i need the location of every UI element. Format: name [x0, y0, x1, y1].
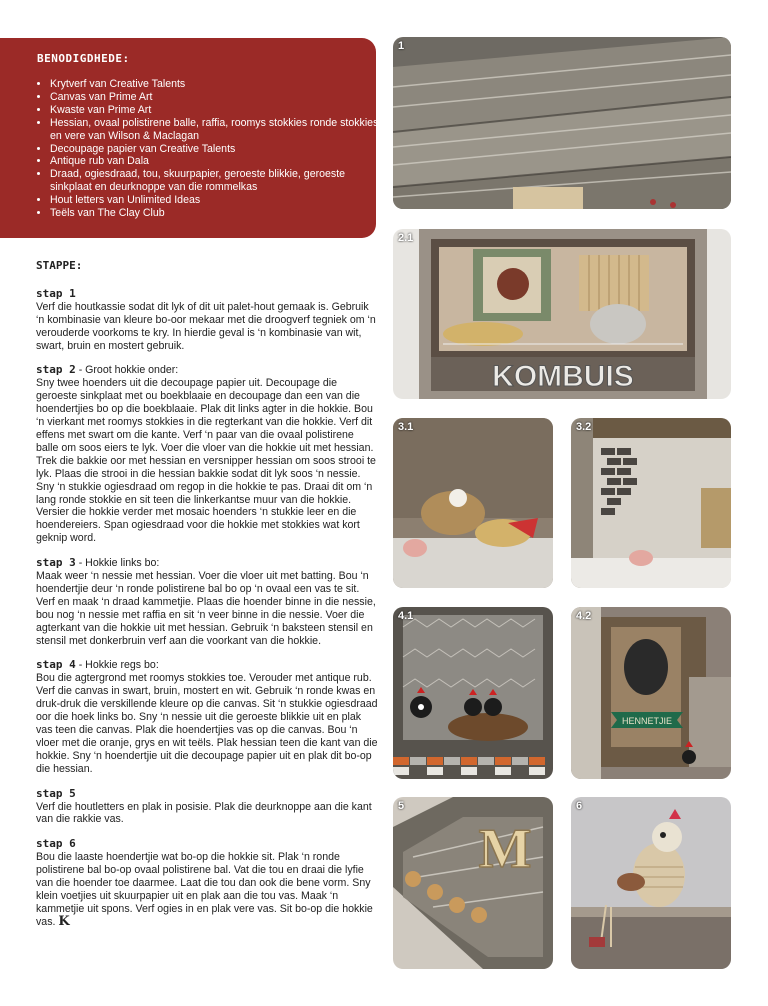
- photo-label: 2.1: [398, 232, 414, 244]
- step-subtitle: - Hokkie links bo:: [75, 557, 160, 570]
- photo-4-2-image: [571, 607, 731, 779]
- photo-label: 3.1: [398, 421, 414, 433]
- photo-label: 4.2: [576, 610, 592, 622]
- materials-box: [0, 38, 379, 238]
- photo-3-1: [393, 418, 553, 588]
- materials-item: • Canvas van Prime Art: [50, 91, 380, 104]
- step-text: [36, 851, 378, 928]
- step-text: Verf die houtletters en plak in posisie. Plak die deurknoppe aan die kant van die rakkie vas.: [36, 800, 372, 826]
- wooden-letter: M: [478, 818, 532, 880]
- step-heading: stap 5: [36, 786, 76, 800]
- photo-3-2-image: [571, 418, 731, 588]
- photo-5-image: [393, 797, 553, 969]
- materials-item: • Krytverf van Creative Talents: [50, 78, 380, 91]
- step-text: Bou die agtergrond met roomys stokkies toe. Verouder met antique rub. Verf die canvas in swart, bruin, mostert en wit. Gebruik ‘n ronde kwas en druk-druk die verskillende kleure op die canvas. Sit ‘n stukkie ogiesdraad oor die hoek links bo. Sny ‘n nessie uit die geroeste blikkie uit en plak vas teen die canvas. Plak die hoendertjies vas op die canvas. Bou ‘n vloer met die oranje, grys en wit teëls. Plak hessian teen die kant van die hokkie. Sny ‘n hoendertjie uit die decoupage papier uit en plak dit bo-op die hessian.: [36, 672, 378, 775]
- step-heading: stap 2: [36, 363, 76, 377]
- photo-4-1: [393, 607, 553, 779]
- photo-2-1: [393, 229, 731, 399]
- step-subtitle: - Hokkie regs bo:: [75, 659, 159, 672]
- step-1: [36, 288, 378, 353]
- steps-title: STAPPE:: [36, 259, 83, 272]
- photo-label: 5: [398, 800, 405, 812]
- photo-3-2: [571, 418, 731, 588]
- photo-label: 1: [398, 40, 405, 52]
- materials-item: • Draad, ogiesdraad, tou, skuurpapier, geroeste blikkie, geroeste sinkplaat en deurknoppe van die rommelkas: [50, 168, 380, 194]
- photo-2-1-image: [393, 229, 731, 399]
- step-heading: stap 3: [36, 556, 76, 570]
- steps-section: [36, 260, 378, 941]
- photo-label: 4.1: [398, 610, 414, 622]
- step-3: [36, 557, 378, 647]
- step-text: Sny twee hoenders uit die decoupage papier uit. Decoupage die geroeste sinkplaat met ou boekblaaie en decoupage dan een van die hoendertjies bo op die boekblaaie. Plak dit links agter in die hokkie. Bou ‘n vierkant met roomys stokkies in die regterkant van die hokkie. Verf dit effens met swart om die kante. Verf ‘n paar van die ovaal polistirene balle om soos eiers te lyk. Voer die vloer van die hokkie uit met hessian. Trek die bakkie oor met hessian en versnipper hessian om soos strooi te lyk. Plaas die strooi in die hessian bakkie sodat dit lyk soos ‘n nessie. Sny ‘n stukkie ogiesdraad om regop in die hokkie te pas. Draai dit om ‘n lang ronde stokkie en sit teen die linkerkantse muur van die hokkie. Versier die hokkie verder met mosaic hoenders ‘n stukkie leer en die hoendereiers. Span ogiesdraad voor die hokkie met stokkies wat kort geknip word.: [36, 377, 376, 545]
- photo-label: 6: [576, 800, 583, 812]
- materials-item: • Decoupage papier van Creative Talents: [50, 143, 380, 156]
- materials-item: • Kwaste van Prime Art: [50, 104, 380, 117]
- materials-item: • Teëls van The Clay Club: [50, 207, 380, 220]
- step-6: [36, 838, 378, 928]
- photo-3-1-image: [393, 418, 553, 588]
- photo-4-1-image: [393, 607, 553, 779]
- photo-4-2: [571, 607, 731, 779]
- photo-6: [571, 797, 731, 969]
- materials-item: • Antique rub van Dala: [50, 155, 380, 168]
- step-heading: stap 1: [36, 286, 76, 300]
- hennetjie-banner: HENNETJIE: [621, 716, 673, 726]
- step-text: Maak weer ‘n nessie met hessian. Voer die vloer uit met batting. Bou ‘n hoendertjie deur ‘n ronde polistirene bal bo op ‘n ovaal een vas te sit. Verf en maak ‘n draad kammetjie. Plaas die hoender binne in die nessie, bou nog ‘n nessie met raffia en sit ‘n veer binne in die nessie. Voer die agterkant van die hokkie uit met hessian. Gebruik ‘n baksteen stensil en stensil met donkerbruin verf aan die voorkant van die hokkie.: [36, 570, 376, 647]
- photo-label: 3.2: [576, 421, 592, 433]
- step-text-body: Bou die laaste hoendertjie wat bo-op die hokkie sit. Plak ‘n ronde polistirene bal bo-op ovaal polistirene bal. Vat die tou en draai die lyfie van die hoender toe daarmee. Laat die tou dan ook die bene vorm. Sny klein voetjies uit skuurpapier uit en plak aan die tou vas. Maak ‘n kammetjie uit spons. Verf ogies in en plak vere vas. Sit bo-op die hokkie vas.: [36, 851, 373, 928]
- step-4: [36, 659, 378, 775]
- photo-1: [393, 37, 731, 209]
- materials-list: [36, 78, 380, 220]
- step-text: Verf die houtkassie sodat dit lyk of dit uit palet-hout gemaak is. Gebruik ‘n kombinasie van kleure bo-oor mekaar met die droogverf tegniek om ‘n verouderde voorkoms te kry. In hierdie geval is ‘n kombinasie van wit, swart, bruin en mostert gebruik.: [36, 300, 376, 352]
- end-mark: K: [58, 913, 70, 929]
- step-2: [36, 364, 378, 545]
- step-heading: stap 6: [36, 837, 76, 851]
- step-subtitle: - Groot hokkie onder:: [75, 364, 179, 377]
- materials-item: • Hout letters van Unlimited Ideas: [50, 194, 380, 207]
- step-5: [36, 788, 378, 827]
- materials-item: • Hessian, ovaal polistirene balle, raffia, roomys stokkies ronde stokkies en vere van Wilson & Maclagan: [50, 117, 380, 143]
- photo-5: [393, 797, 553, 969]
- materials-title: BENODIGDHEDE:: [37, 52, 130, 65]
- photo-1-image: [393, 37, 731, 209]
- photo-6-image: [571, 797, 731, 969]
- step-heading: stap 4: [36, 658, 76, 672]
- kombuis-sign: KOMBUIS: [492, 360, 634, 393]
